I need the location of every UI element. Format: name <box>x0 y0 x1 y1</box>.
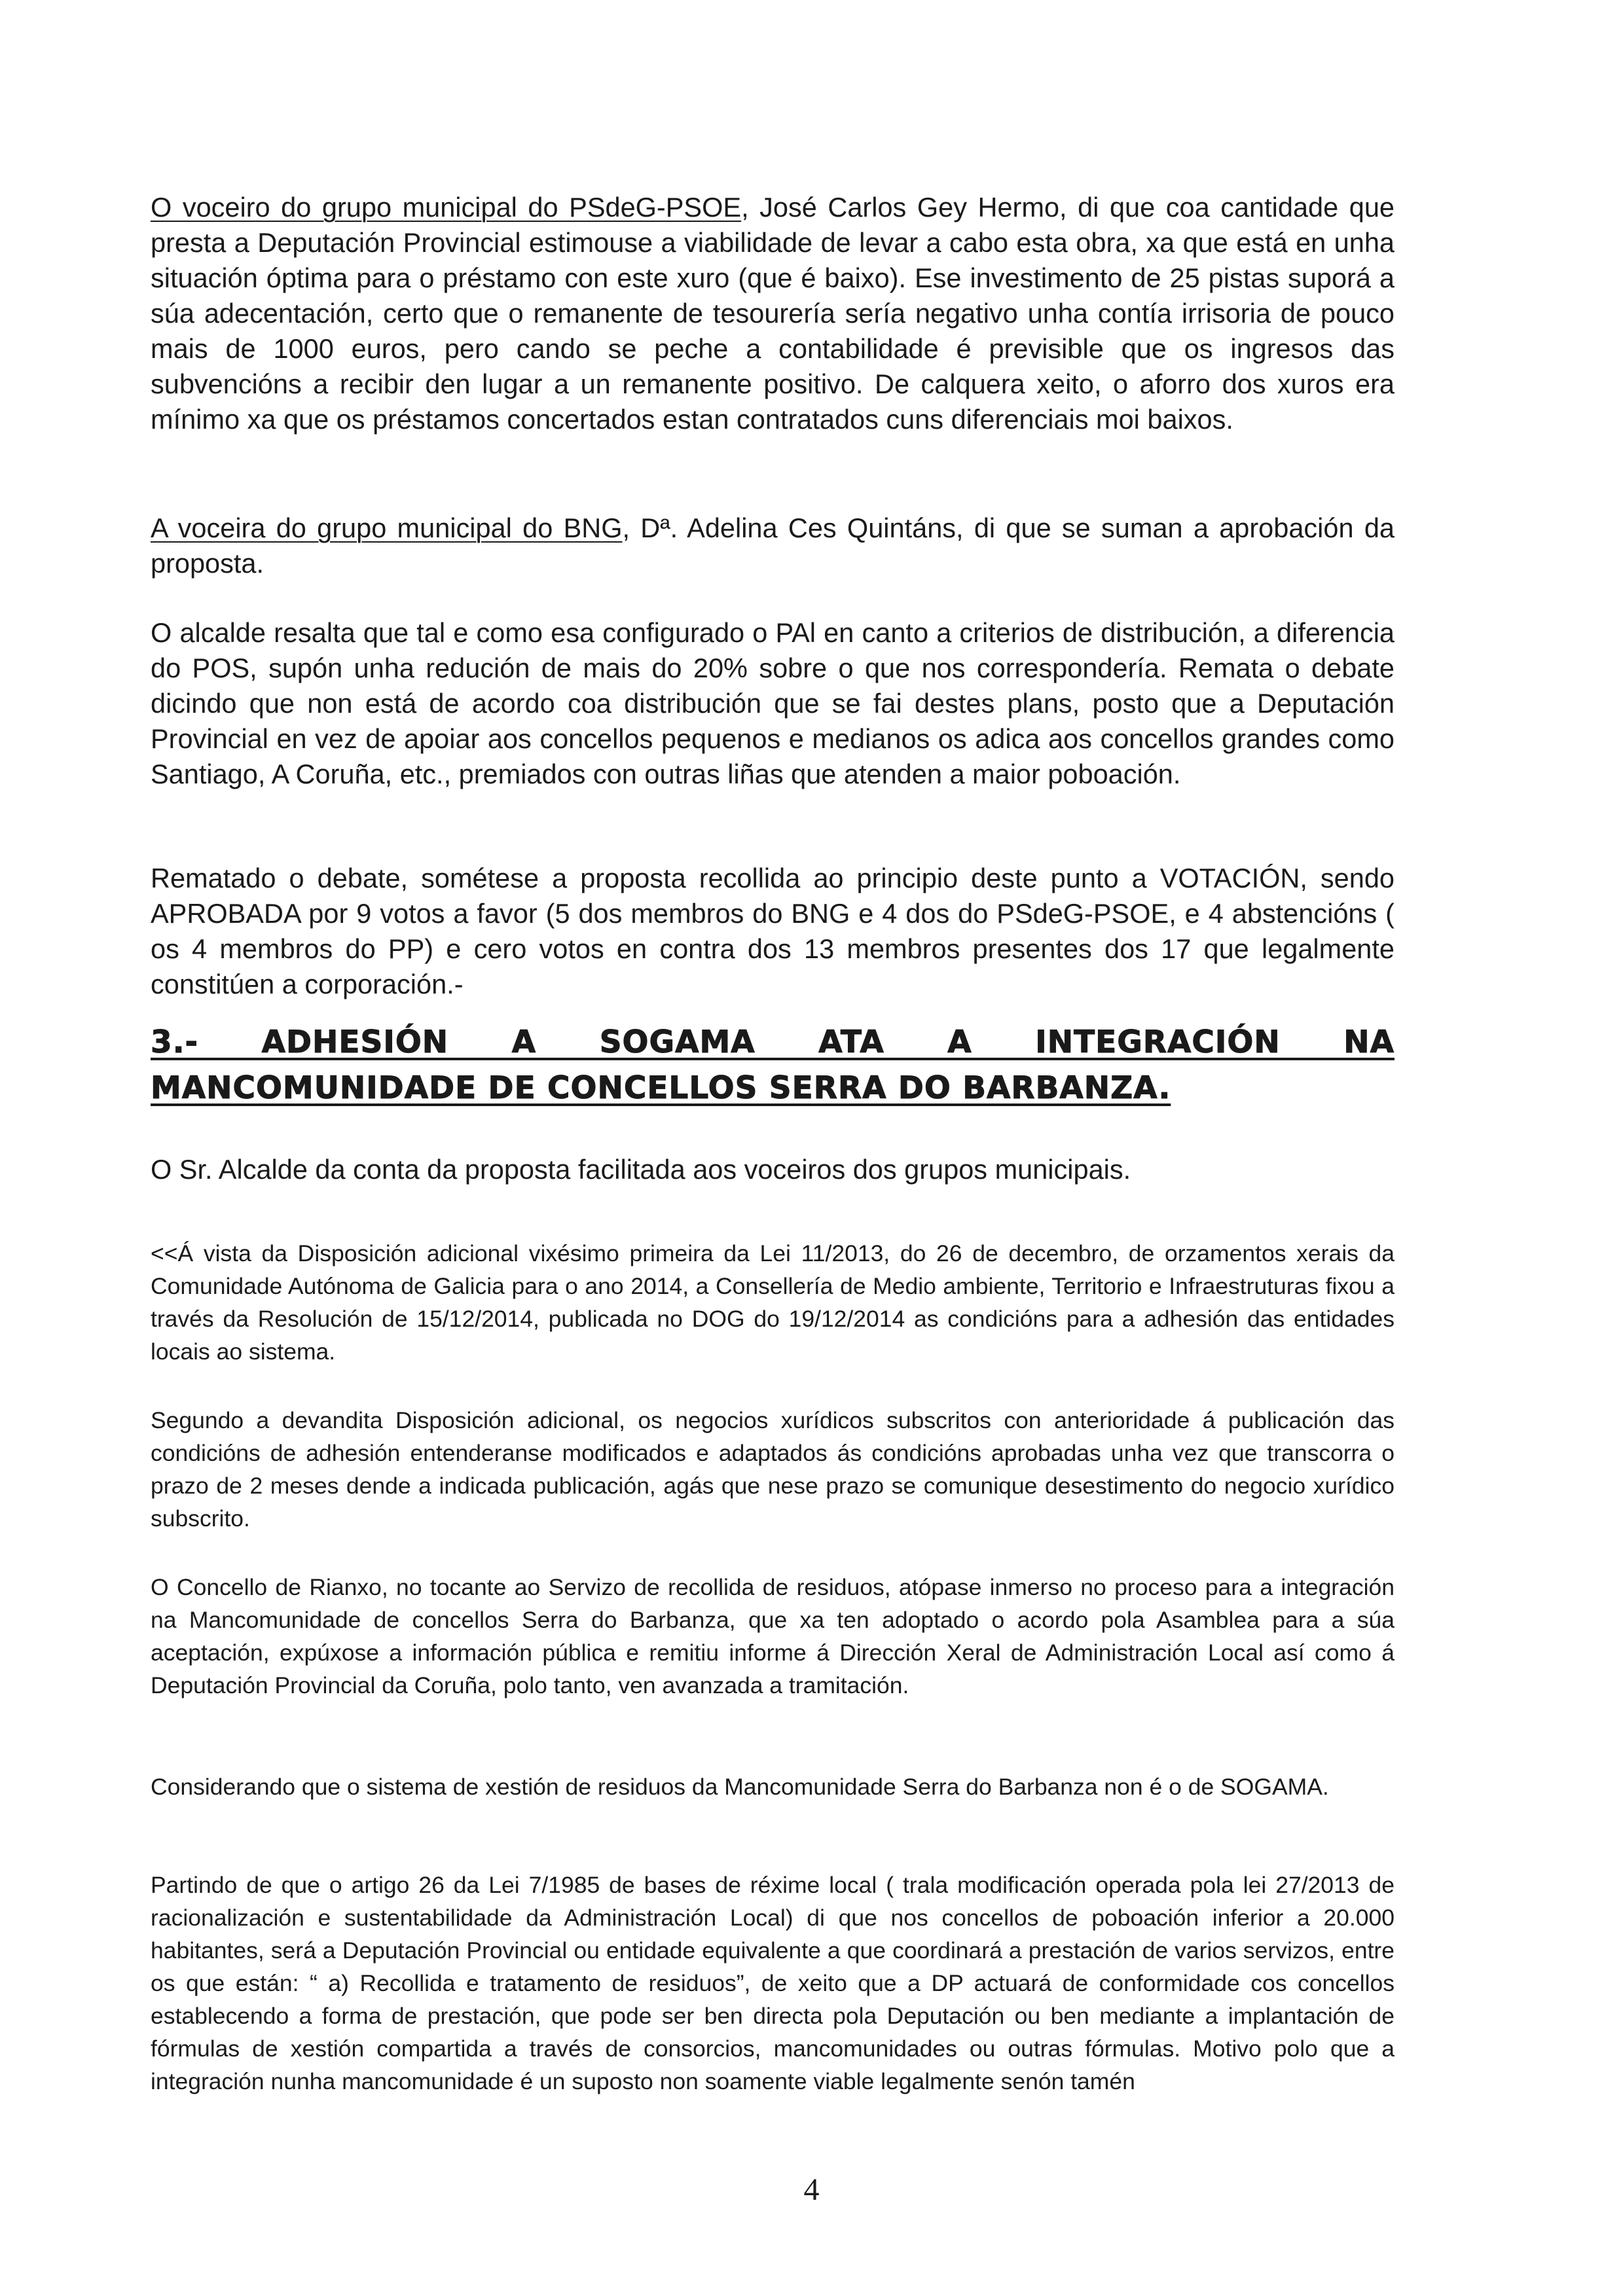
paragraph-votacion: Rematado o debate, sométese a proposta recollida ao principio deste punto a VOTACIÓN, sendo APROBADA por 9 votos a favor (5 dos membros do BNG e 4 dos do PSdeG-PSOE, e 4 abstencións ( os 4 membros do PP) e cero votos en contra dos 13 membros presentes dos 17 que legalmente constitúen a corporación.- <box>151 863 1395 999</box>
paragraph-psdeg-psoe <box>151 190 1395 437</box>
quote-paragraph-2: Segundo a devandita Disposición adicional, os negocios xurídicos subscritos con anterioridade á publicación das condicións de adhesión entenderanse modificados e adaptados ás condicións aprobadas unha vez que transcorra o prazo de 2 meses dende a indicada publicación, agás que nese prazo se comunique desestimento do negocio xurídico subscrito. <box>151 1407 1395 1532</box>
page-number: 4 <box>803 2172 820 2207</box>
section-heading-line2: MANCOMUNIDADE DE CONCELLOS SERRA DO BARBANZA. <box>151 1070 1171 1106</box>
paragraph-psdeg-psoe-text: , José Carlos Gey Hermo, di que coa cantidade que presta a Deputación Provincial estimouse a viabilidade de levar a cabo esta obra, xa que está en unha situación óptima para o préstamo con este xuro (que é baixo). Ese investimento de 25 pistas suporá a súa adecentación, certo que o remanente de tesourería sería negativo unha contía irrisoria de pouco mais de 1000 euros, pero cando se peche a contabilidade é previsible que os ingresos das subvencións a recibir den lugar a un remanente positivo. De calquera xeito, o aforro dos xuros era mínimo xa que os préstamos concertados estan contratados cuns diferenciais moi baixos. <box>151 192 1395 435</box>
paragraph-bng <box>151 511 1395 581</box>
paragraph-bng-text: , Dª. Adelina Ces Quintáns, di que se suman a aprobación da proposta. <box>151 512 1395 579</box>
speaker-bng: A voceira do grupo municipal do BNG <box>151 512 623 543</box>
quote-paragraph-3: O Concello de Rianxo, no tocante ao Servizo de recollida de residuos, atópase inmerso no proceso para a integración na Mancomunidade de concellos Serra do Barbanza, que xa ten adoptado o acordo pola Asamblea para a súa aceptación, expúxose a información pública e remitiu informe á Dirección Xeral de Administración Local así como á Deputación Provincial da Coruña, polo tanto, ven avanzada a tramitación. <box>151 1574 1395 1698</box>
quote-paragraph-1: <<Á vista da Disposición adicional vixésimo primeira da Lei 11/2013, do 26 de decembro, de orzamentos xerais da Comunidade Autónoma de Galicia para o ano 2014, a Consellería de Medio ambiente, Territorio e Infraestruturas fixou a través da Resolución de 15/12/2014, publicada no DOG do 19/12/2014 as condicións para a adhesión das entidades locais ao sistema. <box>151 1240 1395 1365</box>
quote-paragraph-5: Partindo de que o artigo 26 da Lei 7/1985 de bases de réxime local ( trala modificación operada pola lei 27/2013 de racionalización e sustentabilidade da Administración Local) di que nos concellos de poboación inferior a 20.000 habitantes, será a Deputación Provincial ou entidade equivalente a que coordinará a prestación de varios servizos, entre os que están: “ a) Recollida e tratamento de residuos”, de xeito que a DP actuará de conformidade cos concellos establecendo a forma de prestación, que pode ser ben directa pola Deputación ou ben mediante a implantación de fórmulas de xestión compartida a través de consorcios, mancomunidades ou outras fórmulas. Motivo polo que a integración nunha mancomunidade é un suposto non soamente viable legalmente senón tamén <box>151 1872 1395 2094</box>
speaker-psdeg-psoe: O voceiro do grupo municipal do PSdeG-PSOE <box>151 192 742 223</box>
paragraph-alcalde: O alcalde resalta que tal e como esa configurado o PAl en canto a criterios de distribución, a diferencia do POS, supón unha redución de mais do 20% sobre o que nos correspondería. Remata o debate dicindo que non está de acordo coa distribución que se fai destes plans, posto que a Deputación Provincial en vez de apoiar aos concellos pequenos e medianos os adica aos concellos grandes como Santiago, A Coruña, etc., premiados con outras liñas que atenden a maior poboación. <box>151 617 1395 789</box>
section-heading <box>151 1020 1395 1111</box>
section-intro: O Sr. Alcalde da conta da proposta facilitada aos voceiros dos grupos municipais. <box>151 1154 1131 1185</box>
quote-paragraph-4: Considerando que o sistema de xestión de residuos da Mancomunidade Serra do Barbanza non é o de SOGAMA. <box>151 1774 1329 1800</box>
section-heading-line1: 3.- ADHESIÓN A SOGAMA ATA A INTEGRACIÓN NA <box>151 1024 1395 1060</box>
